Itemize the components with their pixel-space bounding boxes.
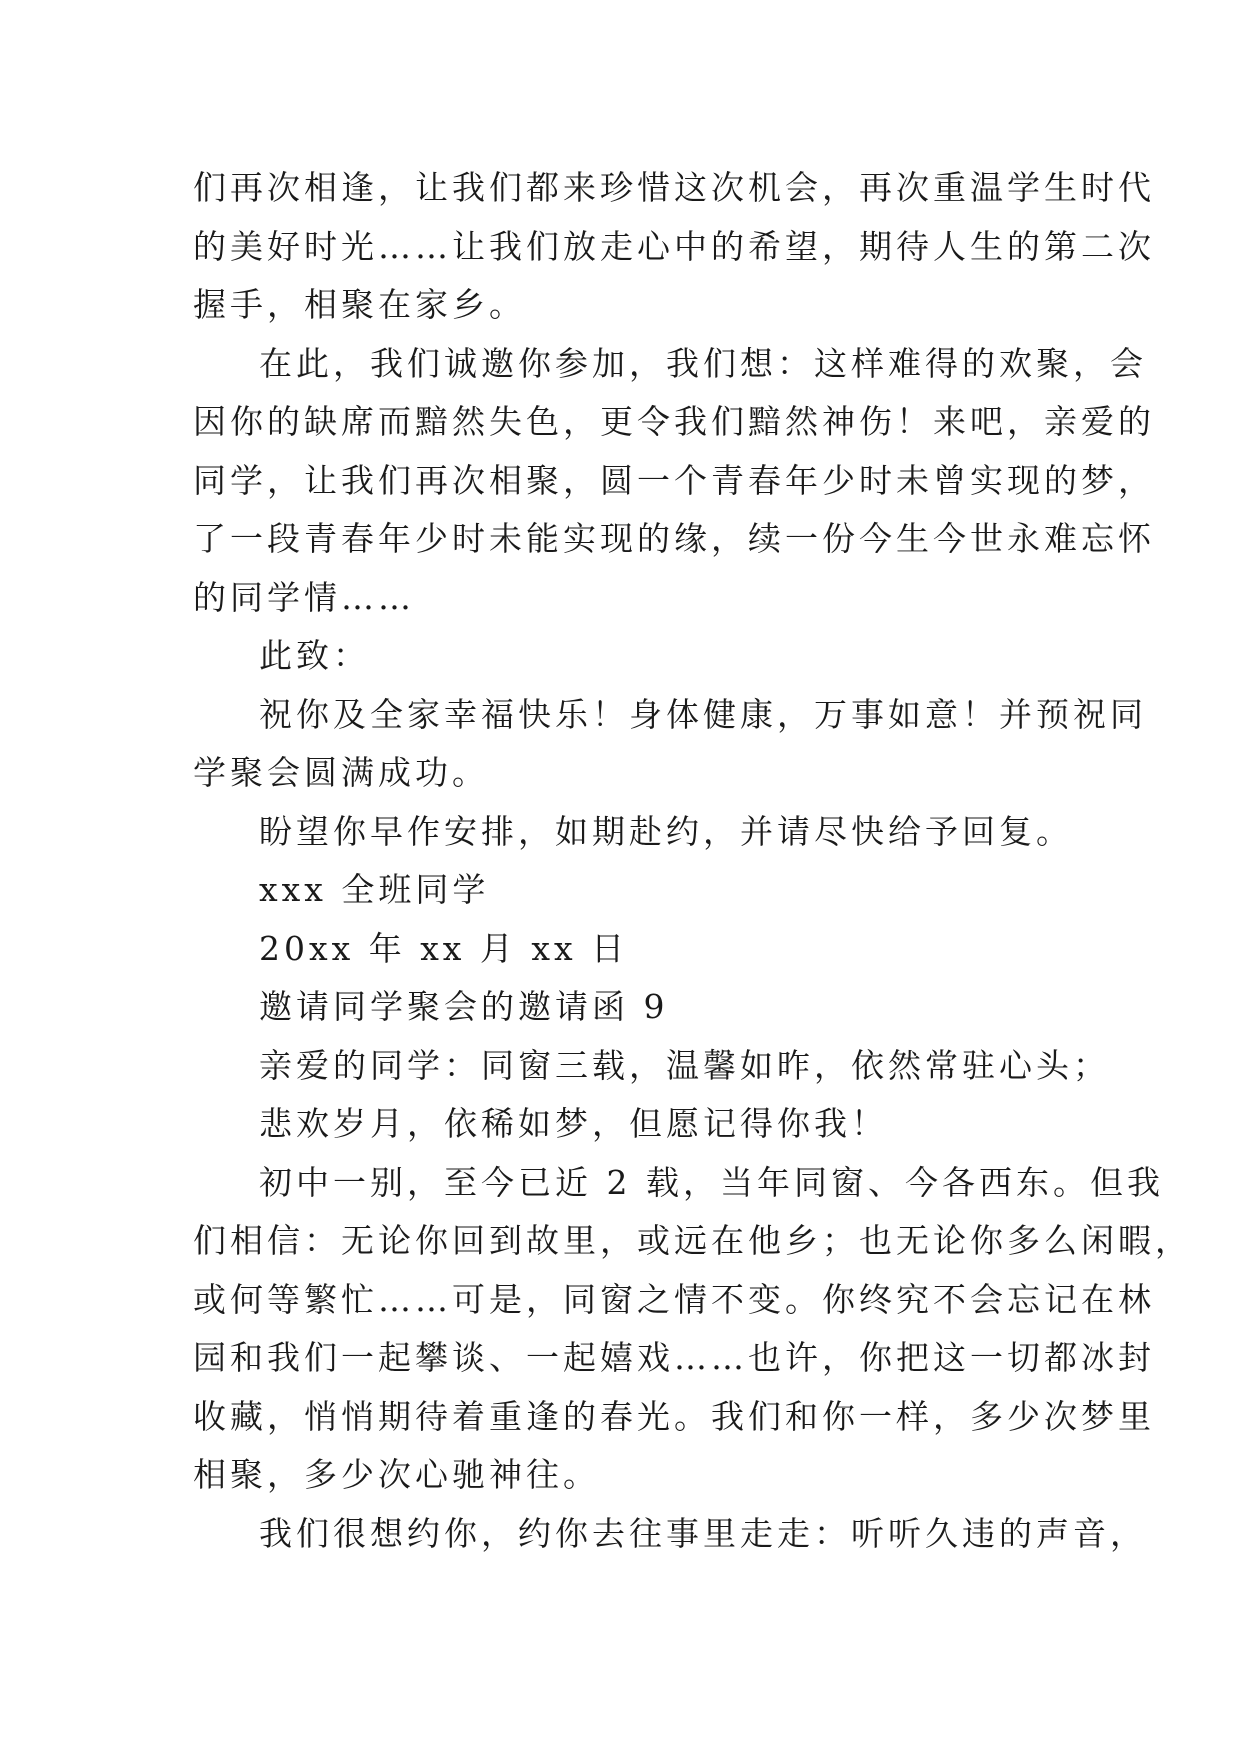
text-line: 悲欢岁月，依稀如梦，但愿记得你我！ <box>259 1104 888 1143</box>
text-line: 的美好时光……让我们放走心中的希望，期待人生的第二次 <box>193 226 1155 266</box>
section-title: 邀请同学聚会的邀请函 9 <box>259 987 669 1026</box>
text-line: 的同学情…… <box>193 577 415 617</box>
signature-line: xxx 全班同学 <box>259 870 490 909</box>
text-line: 们再次相逢，让我们都来珍惜这次机会，再次重温学生时代 <box>193 168 1155 207</box>
text-line: 相聚，多少次心驰神往。 <box>193 1455 600 1494</box>
text-line: 亲爱的同学：同窗三载，温馨如昨，依然常驻心头； <box>259 1045 1110 1085</box>
text-line: 此致： <box>259 636 370 675</box>
text-line: 或何等繁忙……可是，同窗之情不变。你终究不会忘记在林 <box>193 1279 1155 1319</box>
text-line: 我们很想约你，约你去往事里走走：听听久违的声音， <box>259 1513 1147 1553</box>
text-line: 们相信：无论你回到故里，或远在他乡；也无论你多么闲暇， <box>193 1221 1192 1260</box>
document-body <box>193 159 1192 1563</box>
text-line: 初中一别，至今已近 2 载，当年同窗、今各西东。但我 <box>259 1162 1164 1202</box>
text-line: 了一段青春年少时未能实现的缘，续一份今生今世永难忘怀 <box>193 519 1155 558</box>
text-line: 握手，相聚在家乡。 <box>193 285 526 324</box>
text-line: 学聚会圆满成功。 <box>193 753 489 792</box>
text-line: 同学，让我们再次相聚，圆一个青春年少时未曾实现的梦， <box>193 460 1155 500</box>
text-line: 收藏，悄悄期待着重逢的春光。我们和你一样，多少次梦里 <box>193 1396 1155 1436</box>
text-line: 盼望你早作安排，如期赴约，并请尽快给予回复。 <box>259 811 1073 851</box>
date-line: 20xx 年 xx 月 xx 日 <box>259 928 629 968</box>
text-line: 在此，我们诚邀你参加，我们想：这样难得的欢聚，会 <box>259 343 1147 383</box>
text-line: 因你的缺席而黯然失色，更令我们黯然神伤！来吧，亲爱的 <box>193 402 1155 441</box>
text-line: 祝你及全家幸福快乐！身体健康，万事如意！并预祝同 <box>259 694 1147 734</box>
text-line: 园和我们一起攀谈、一起嬉戏……也许，你把这一切都冰封 <box>193 1338 1155 1377</box>
